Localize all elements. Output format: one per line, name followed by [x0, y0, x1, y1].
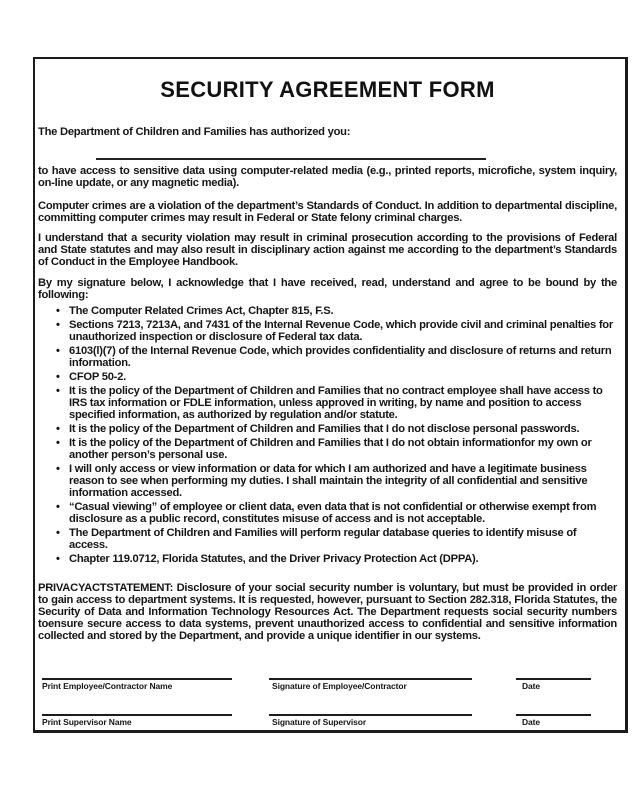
- agreement-item: [56, 371, 617, 383]
- agreement-item-text: The Department of Children and Families will perform regular database queries to identify misuse of access.: [69, 527, 577, 551]
- signature-row-supervisor: [40, 714, 619, 727]
- agreement-item-text: It is the policy of the Department of Children and Families that I do not obtain informationfor my own or another person’s personal use.: [69, 437, 592, 461]
- agreement-item: [56, 423, 617, 435]
- bullet-marker: •: [56, 423, 60, 435]
- employee-date-label: Date: [522, 681, 541, 691]
- agreement-item-text: It is the policy of the Department of Children and Families that no contract employee shall have access to IRS tax information or FDLE information, unless approved in writing, by name and position to access specified information, as authorized by regulation and/or statute.: [69, 385, 603, 421]
- agreement-item: [56, 305, 617, 317]
- supervisor-signature-field: [269, 714, 472, 727]
- agreement-item: [56, 345, 617, 369]
- supervisor-name-label: Print Supervisor Name: [42, 717, 132, 727]
- criminal-prosecution-paragraph: I understand that a security violation may result in criminal prosecution according to the provisions of Federal and State statutes and may also result in disciplinary action against me according to the department’s Standards of Conduct in the Employee Handbook.: [38, 232, 617, 268]
- agreement-item-text: Chapter 119.0712, Florida Statutes, and the Driver Privacy Protection Act (DPPA).: [69, 553, 479, 565]
- bullet-marker: •: [56, 553, 60, 565]
- supervisor-date-field: [516, 714, 591, 727]
- authorized-name-blank-line: [96, 158, 486, 160]
- bullet-marker: •: [56, 437, 60, 449]
- employee-name-field: [42, 678, 232, 691]
- agreement-item: [56, 527, 617, 551]
- agreement-item-text: I will only access or view information or data for which I am authorized and have a legitimate business reason to see when performing my duties. I shall maintain the integrity of all confidential and sensitive information accessed.: [69, 463, 588, 499]
- supervisor-date-label: Date: [522, 717, 541, 727]
- supervisor-name-field: [42, 714, 232, 727]
- agreement-item-text: Sections 7213, 7213A, and 7431 of the Internal Revenue Code, which provide civil and criminal penalties for unauthorized inspection or disclosure of Federal tax data.: [69, 319, 613, 343]
- form-border-frame: [33, 57, 628, 733]
- bullet-marker: •: [56, 345, 60, 357]
- bullet-marker: •: [56, 319, 60, 331]
- agreement-bullet-list: [56, 305, 617, 565]
- form-title: SECURITY AGREEMENT FORM: [160, 77, 495, 102]
- employee-date-field: [516, 678, 591, 691]
- bullet-marker: •: [56, 371, 60, 383]
- agreement-item-text: “Casual viewing” of employee or client data, even data that is not confidential or otherwise exempt from disclosure as a public record, constitutes misuse of access and is not acceptable.: [69, 501, 597, 525]
- agreement-item-text: The Computer Related Crimes Act, Chapter 815, F.S.: [69, 305, 334, 317]
- agreement-item-text: 6103(l)(7) of the Internal Revenue Code, which provides confidentiality and disclosure of returns and return information.: [69, 345, 612, 369]
- bullet-marker: •: [56, 501, 60, 513]
- signature-section: [40, 678, 619, 727]
- agreement-item: [56, 553, 617, 565]
- bullet-marker: •: [56, 527, 60, 539]
- agreement-item: [56, 501, 617, 525]
- agreement-item: [56, 463, 617, 499]
- privacy-act-paragraph: PRIVACYACTSTATEMENT: Disclosure of your social security number is voluntary, but must be provided in order to gain access to department systems. It is requested, however, pursuant to Section 282.318, Florida Statutes, the Security of Data and Information Technology Resources Act. The Department requests social security numbers toensure secure access to data systems, prevent unauthorized access to confidential and sensitive information collected and stored by the Department, and provide a unique identifier in our systems.: [38, 582, 617, 642]
- bullet-marker: •: [56, 305, 60, 317]
- employee-signature-field: [269, 678, 472, 691]
- bullet-marker: •: [56, 463, 60, 475]
- acknowledgement-paragraph: By my signature below, I acknowledge that I have received, read, understand and agree to be bound by the following:: [38, 277, 617, 301]
- employee-name-label: Print Employee/Contractor Name: [42, 681, 173, 691]
- agreement-item: [56, 385, 617, 421]
- agreement-item: [56, 319, 617, 343]
- signature-row-employee: [40, 678, 619, 691]
- agreement-item-text: It is the policy of the Department of Children and Families that I do not disclose personal passwords.: [69, 423, 580, 435]
- agreement-item: [56, 437, 617, 461]
- agreement-item-text: CFOP 50-2.: [69, 371, 126, 383]
- bullet-marker: •: [56, 385, 60, 397]
- employee-signature-label: Signature of Employee/Contractor: [272, 681, 407, 691]
- computer-crimes-paragraph: Computer crimes are a violation of the department’s Standards of Conduct. In addition to departmental discipline, committing computer crimes may result in Federal or State felony criminal charges.: [38, 200, 617, 224]
- authorization-intro-paragraph: The Department of Children and Families has authorized you:: [38, 126, 351, 138]
- supervisor-signature-label: Signature of Supervisor: [272, 717, 367, 727]
- access-media-paragraph: to have access to sensitive data using computer-related media (e.g., printed reports, microfiche, system inquiry, on-line update, or any magnetic media).: [38, 165, 617, 189]
